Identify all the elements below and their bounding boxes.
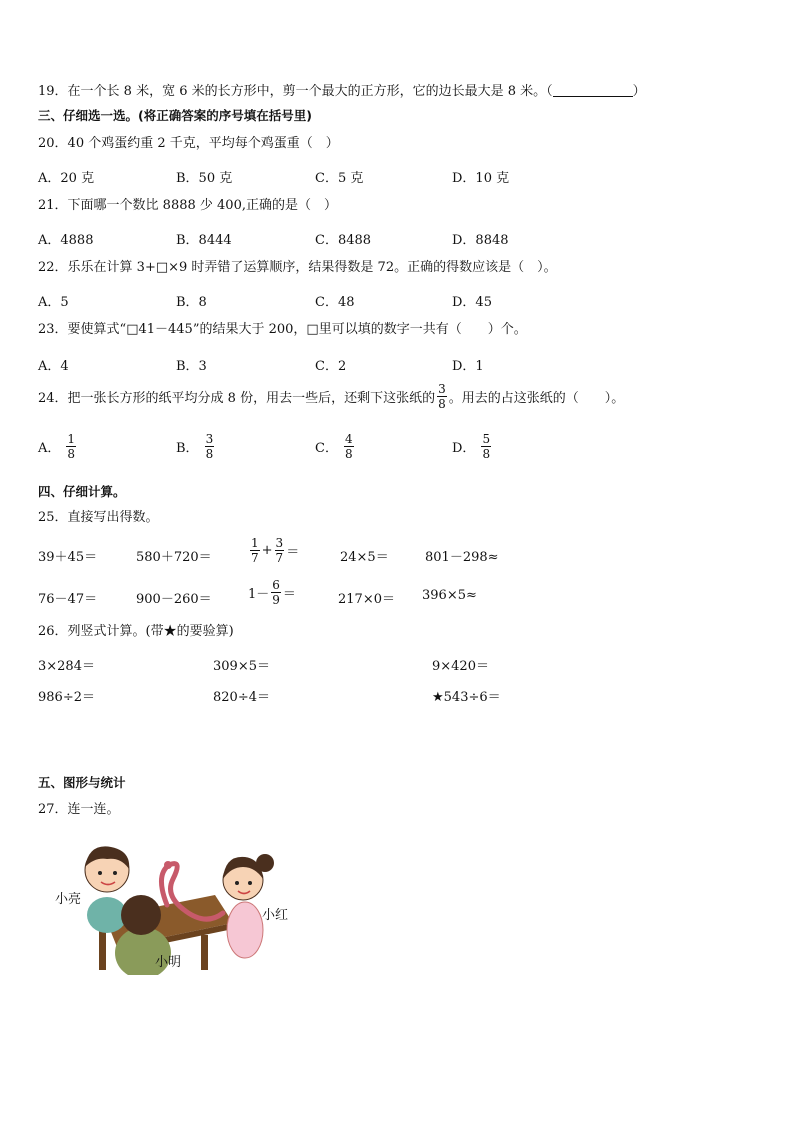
calc-item: 580＋720＝ <box>136 550 212 565</box>
fraction <box>275 536 285 565</box>
section-5-title: 五、图形与统计 <box>38 775 126 790</box>
calc-item: 801－298≈ <box>425 550 499 565</box>
option-b[interactable] <box>176 432 216 461</box>
fraction-expression <box>248 578 296 607</box>
girl-ponytail <box>256 854 274 872</box>
option-d[interactable]: D．45 <box>452 295 492 310</box>
option-a[interactable]: A．4 <box>38 359 69 374</box>
equals: ＝ <box>286 545 300 560</box>
table-leg <box>99 927 106 970</box>
fraction-denominator: 8 <box>482 447 491 461</box>
option-c[interactable]: C．2 <box>315 359 347 374</box>
fraction-numerator: 5 <box>482 432 491 446</box>
answer-blank[interactable] <box>553 84 633 97</box>
boy-back-hair <box>121 895 161 935</box>
eye <box>235 881 239 885</box>
calc-item: 39＋45＝ <box>38 550 98 565</box>
snake-head <box>164 861 172 869</box>
calc-item: 986÷2＝ <box>38 690 95 705</box>
label-xiaoliang: 小亮 <box>55 892 82 907</box>
fraction-numerator: 3 <box>275 536 284 550</box>
option-b[interactable]: B．50 克 <box>176 171 233 186</box>
question-19-close: ） <box>632 84 646 99</box>
option-a[interactable]: A．4888 <box>38 233 94 248</box>
option-c[interactable]: C．5 克 <box>315 171 364 186</box>
table-leg <box>201 935 208 970</box>
eye <box>98 871 102 875</box>
fraction <box>66 432 76 461</box>
option-b[interactable]: B．8444 <box>176 233 232 248</box>
fraction <box>205 432 215 461</box>
equals: ＝ <box>282 587 296 602</box>
calc-item: 309×5＝ <box>213 659 270 674</box>
option-label: A． <box>38 441 61 456</box>
option-label: C． <box>315 441 338 456</box>
children-illustration <box>55 835 300 975</box>
illustration-svg <box>55 835 300 975</box>
fraction-denominator: 9 <box>272 593 280 607</box>
calc-item: 820÷4＝ <box>213 690 270 705</box>
fraction-numerator: 4 <box>344 432 353 446</box>
question-27: 27．连一连。 <box>38 802 120 817</box>
fraction <box>271 578 281 607</box>
option-label: B． <box>176 441 199 456</box>
calc-item: 24×5＝ <box>340 550 389 565</box>
calc-item: 396×5≈ <box>422 588 477 603</box>
question-22: 22．乐乐在计算 3+□×9 时弄错了运算顺序，结果得数是 72。正确的得数应该是（ ）。 <box>38 260 557 275</box>
calc-item: 76－47＝ <box>38 592 98 607</box>
question-26: 26．列竖式计算。(带★的要验算) <box>38 624 234 639</box>
fraction <box>437 382 447 411</box>
question-20: 20．40 个鸡蛋约重 2 千克，平均每个鸡蛋重（ ） <box>38 136 339 151</box>
question-23: 23．要使算式“□41－445”的结果大于 200，□里可以填的数字一共有（ ）个。 <box>38 322 527 337</box>
calc-item: ★543÷6＝ <box>432 690 501 705</box>
question-24 <box>38 382 624 411</box>
fraction-denominator: 7 <box>275 551 284 565</box>
section-3-title: 三、仔细选一选。(将正确答案的序号填在括号里) <box>38 108 312 123</box>
question-19 <box>38 84 646 100</box>
fraction-expression <box>248 536 299 565</box>
option-a[interactable]: A．20 克 <box>38 171 95 186</box>
label-xiaohong: 小红 <box>262 908 289 923</box>
question-21: 21．下面哪一个数比 8888 少 400,正确的是（ ） <box>38 198 337 213</box>
fraction-numerator: 3 <box>205 432 214 446</box>
girl-dress <box>227 902 263 958</box>
option-c[interactable]: C．8488 <box>315 233 372 248</box>
lead-term: 1－ <box>248 587 270 602</box>
option-c[interactable] <box>315 432 356 461</box>
calc-item: 9×420＝ <box>432 659 489 674</box>
fraction <box>344 432 354 461</box>
option-b[interactable]: B．3 <box>176 359 207 374</box>
fraction-denominator: 8 <box>67 447 76 461</box>
option-b[interactable]: B．8 <box>176 295 207 310</box>
option-a[interactable]: A．5 <box>38 295 69 310</box>
question-24-text-after: 。用去的占这张纸的（ ）。 <box>448 391 625 406</box>
calc-item: 3×284＝ <box>38 659 95 674</box>
eye <box>113 871 117 875</box>
option-d[interactable] <box>452 432 493 461</box>
question-19-text: 19．在一个长 8 米，宽 6 米的长方形中，剪一个最大的正方形，它的边长最大是 8 米。（ <box>38 84 553 99</box>
question-24-text-before: 24．把一张长方形的纸平均分成 8 份，用去一些后，还剩下这张纸的 <box>38 391 436 406</box>
option-c[interactable]: C．48 <box>315 295 355 310</box>
fraction-numerator: 6 <box>272 578 280 592</box>
calc-item: 217×0＝ <box>338 592 395 607</box>
fraction-denominator: 7 <box>251 551 259 565</box>
label-xiaoming: 小明 <box>155 955 182 970</box>
option-a[interactable] <box>38 432 78 461</box>
fraction <box>250 536 260 565</box>
section-4-title: 四、仔细计算。 <box>38 484 126 499</box>
option-d[interactable]: D．10 克 <box>452 171 510 186</box>
fraction-numerator: 1 <box>251 536 259 550</box>
calc-item: 900－260＝ <box>136 592 212 607</box>
fraction-denominator: 8 <box>344 447 353 461</box>
option-d[interactable]: D．1 <box>452 359 484 374</box>
fraction-denominator: 8 <box>438 397 446 411</box>
fraction-denominator: 8 <box>205 447 214 461</box>
operator: + <box>261 543 273 558</box>
fraction-numerator: 1 <box>67 432 76 446</box>
fraction <box>481 432 491 461</box>
eye <box>248 881 252 885</box>
option-d[interactable]: D．8848 <box>452 233 509 248</box>
fraction-numerator: 3 <box>438 382 446 396</box>
question-25: 25．直接写出得数。 <box>38 510 159 525</box>
option-label: D． <box>452 441 476 456</box>
